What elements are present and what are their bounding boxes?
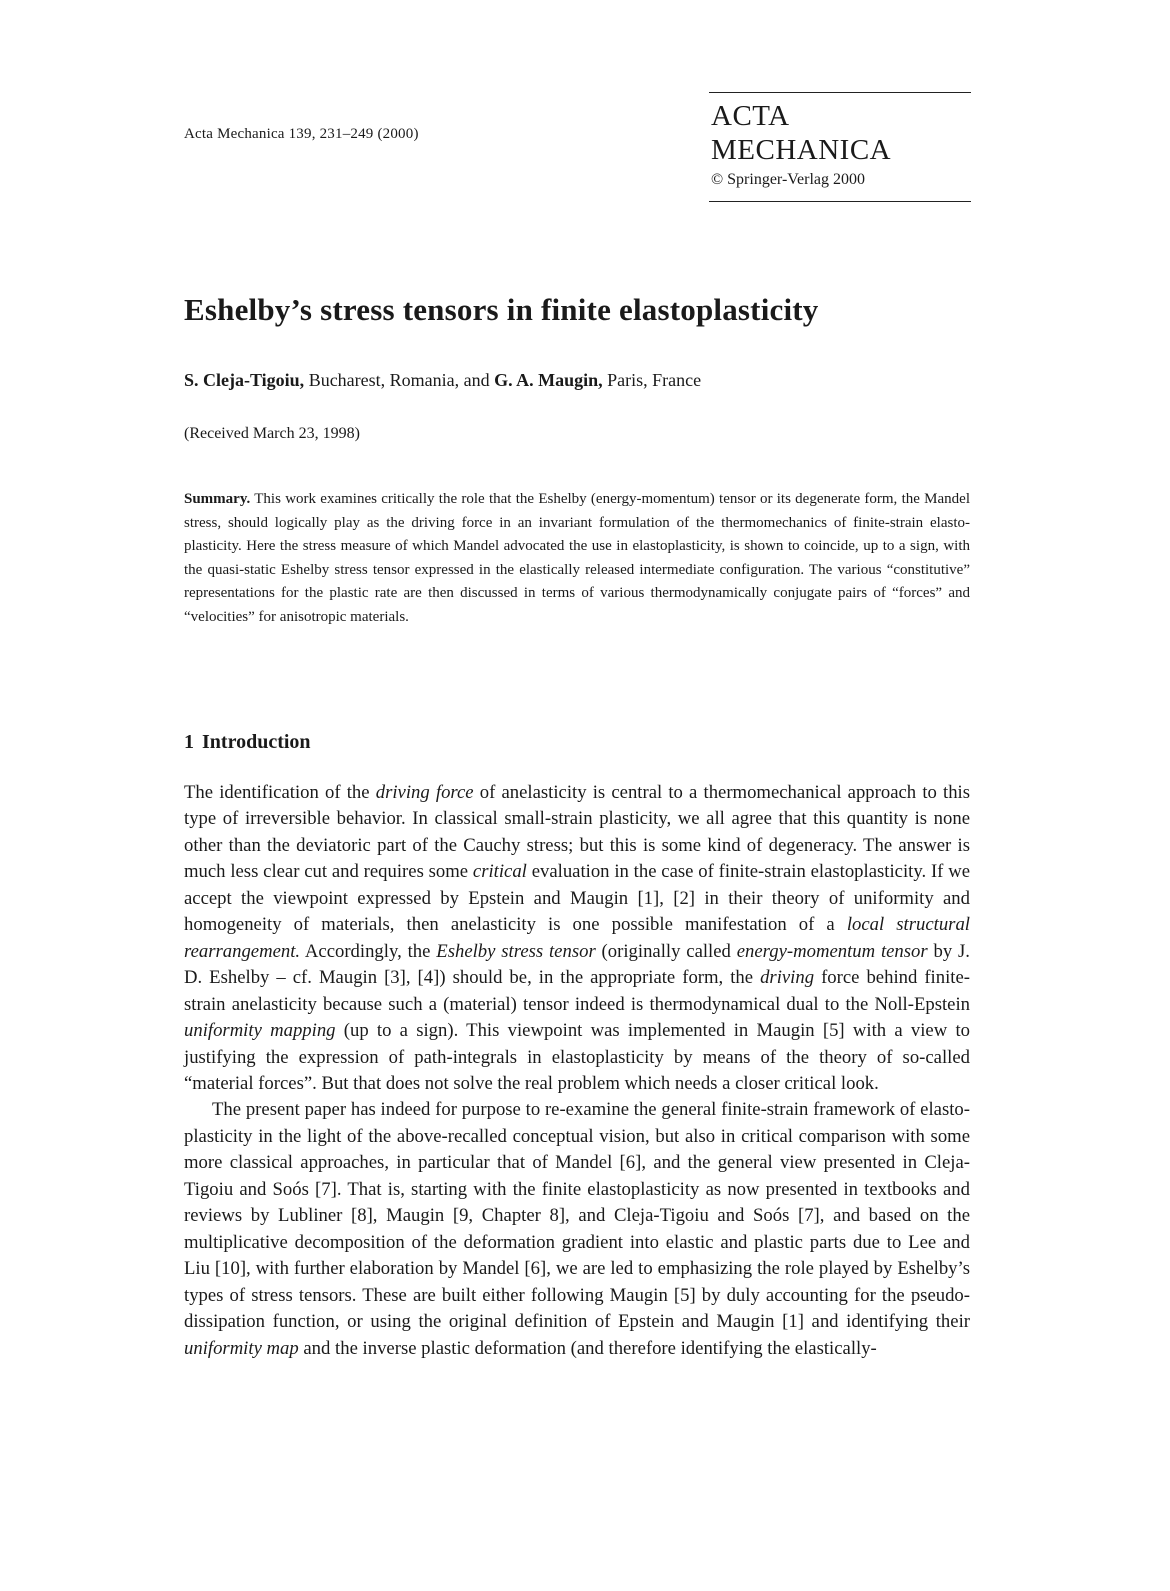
- author-2-affiliation: Paris, France: [602, 370, 702, 390]
- italic-term: driving: [760, 967, 815, 989]
- paragraph-2: [184, 1097, 970, 1362]
- body-text: [184, 780, 970, 1362]
- copyright-notice: © Springer-Verlag 2000: [711, 171, 866, 188]
- journal-reference: Acta Mechanica 139, 231–249 (2000): [184, 126, 419, 142]
- abstract: [184, 488, 970, 629]
- italic-term: critical: [472, 861, 527, 883]
- text-run: evaluation in the case of finite-strain elastoplasticity. If we accept the viewpoint expressed by Epstein and Maugin [1], [2] in their theory of uniformity and homogeneity of materials, then anelasticity is one possible manifestation of a: [184, 861, 970, 936]
- text-run: by J. D. Eshelby – cf. Maugin [3], [4]) should be, in the appropriate form, the: [184, 940, 970, 989]
- section-number: 1: [184, 731, 194, 753]
- italic-term: driving force: [375, 782, 474, 803]
- text-run: Accordingly, the: [300, 940, 437, 962]
- section-heading: [184, 731, 311, 754]
- journal-masthead: [709, 92, 971, 202]
- author-line: [184, 370, 984, 391]
- text-run: The identification of the: [184, 782, 376, 803]
- received-date: (Received March 23, 1998): [184, 425, 360, 442]
- italic-term: energy-momentum tensor: [736, 940, 928, 962]
- text-run: (originally called: [595, 940, 737, 962]
- section-title: Introduction: [202, 731, 311, 753]
- italic-term: uniformity map: [184, 1337, 299, 1359]
- text-run: of anelasticity is central to a thermomechanical approach to this type of irreversible behavior. In classical small-strain plasticity, we all agree that this quantity is none other than the deviatoric part of the Cauchy stress; but this is some kind of degeneracy. The answer is much less clear cut and requires some: [184, 782, 971, 883]
- italic-term: uniformity mapping: [184, 1020, 336, 1042]
- italic-term: local structural rearrangement.: [184, 914, 970, 962]
- abstract-text: This work examines critically the role that the Eshelby (energy-momentum) tensor or its degenerate form, the Mandel stress, should logically play as the driving force in an invariant formulation of the thermomechanics of finite-strain elasto-plasticity. Here the stress measure of which Mandel advocated the use in elastoplasticity, is shown to coincide, up to a sign, with the quasi-static Eshelby stress tensor expressed in the elastically released intermediate configuration. The various “constitutive” representations for the plastic rate are then discussed in terms of various thermodynamically conjugate pairs of “forces” and “velocities” for anisotropic materials.: [184, 491, 970, 625]
- text-run: force behind finite-strain anelasticity because such a (material) tensor indeed is thermodynamical dual to the Noll-Epstein: [184, 967, 970, 1015]
- text-run: (up to a sign). This viewpoint was implemented in Maugin [5] with a view to justifying the expression of path-integrals in elastoplasticity by means of the theory of so-called “material forces”. But that does not solve the real problem which needs a closer critical look.: [184, 1020, 970, 1094]
- text-run: and the inverse plastic deformation (and therefore identifying the elastically-: [298, 1337, 877, 1359]
- author-1-name: S. Cleja-Tigoiu,: [184, 370, 305, 390]
- abstract-label: Summary.: [184, 491, 251, 507]
- author-1-affiliation: Bucharest, Romania, and: [304, 370, 495, 390]
- text-run: The present paper has indeed for purpose to re-examine the general finite-strain framework of elasto-plasticity in the light of the above-recalled conceptual vision, but also in critical comparison with some more classical approaches, in particular that of Mandel [6], and the general view presented in Cleja-Tigoiu and Soós [7]. That is, starting with the finite elastoplasticity as now presented in textbooks and reviews by Lubliner [8], Maugin [9, Chapter 8], and Cleja-Tigoiu and Soós [7], and based on the multiplicative decomposition of the deformation gradient into elastic and plastic parts due to Lee and Liu [10], with further elaboration by Mandel [6], we are led to emphasizing the role played by Eshelby’s types of stress tensors. These are built either following Maugin [5] by duly accounting for the pseudo-dissipation function, or using the original definition of Epstein and Maugin [1] and identifying their: [184, 1099, 970, 1333]
- italic-term: Eshelby stress tensor: [436, 940, 596, 962]
- author-2-name: G. A. Maugin,: [494, 370, 603, 390]
- paragraph-1: [184, 780, 970, 1097]
- journal-name: ACTA MECHANICA: [711, 100, 892, 166]
- article-title: Eshelby’s stress tensors in finite elastoplasticity: [184, 292, 819, 327]
